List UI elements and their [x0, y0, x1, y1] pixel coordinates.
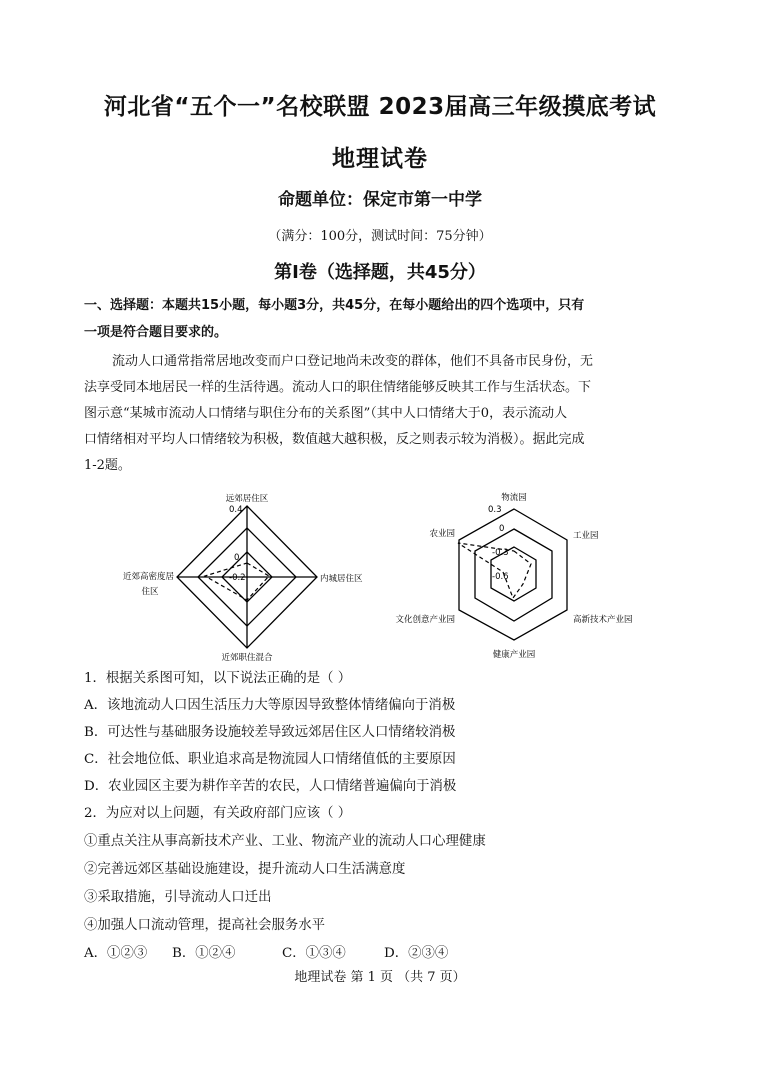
axis-label-inner-city: 内城居住区	[320, 574, 363, 584]
ring-label-neg0.6: -0.6	[492, 572, 509, 582]
axis-label-culture: 文化创意产业园	[395, 615, 455, 625]
axis-label-far-suburb: 远郊居住区	[225, 494, 269, 504]
axis-label-mixed: 近郊职住混合	[221, 653, 273, 663]
section-heading-line1: 一、选择题：本题共15小题，每小题3分，共45分，在每小题给出的四个选项中，只有	[84, 298, 585, 313]
ring-label-neg0.2: -0.2	[229, 573, 246, 583]
q1-option-d: D．农业园区主要为耕作辛苦的农民，人口情绪普遍偏向于消极	[84, 779, 457, 794]
axis-label-high-density-l2: 住区	[141, 587, 159, 597]
radar-chart-industry	[380, 488, 650, 668]
q2-item-4: ④加强人口流动管理，提高社会服务水平	[84, 918, 326, 933]
page-footer: 地理试卷 第 1 页 （共 7 页）	[294, 970, 466, 985]
q1-option-b: B．可达性与基础服务设施较差导致远郊居住区人口情绪较消极	[84, 725, 456, 740]
axis-label-health: 健康产业园	[492, 650, 536, 660]
section-heading-line2: 一项是符合题目要求的。	[84, 325, 228, 340]
ring-label-0.4: 0.4	[229, 505, 243, 515]
q2-choice-b: B．①②④	[172, 946, 236, 961]
ring-label-neg0.3: -0.3	[492, 548, 509, 558]
passage-line2: 法享受同本地居民一样的生活待遇。流动人口的职住情绪能够反映其工作与生活状态。下	[84, 380, 592, 395]
exam-title: 河北省“五个一”名校联盟 2023届高三年级摸底考试	[103, 94, 657, 120]
axis-label-agriculture: 农业园	[429, 529, 455, 539]
axis-label-hightech: 高新技术产业园	[573, 615, 633, 625]
axis-label-industrial: 工业园	[573, 531, 599, 541]
subject-title: 地理试卷	[332, 146, 428, 172]
q2-item-1: ①重点关注从事高新技术产业、工业、物流产业的流动人口心理健康	[84, 834, 486, 849]
passage-line4: 口情绪相对平均人口情绪较为积极，数值越大越积极，反之则表示较为消极）。据此完成	[84, 432, 585, 447]
ring-label-0: 0	[234, 553, 240, 563]
q2-choice-c: C．①③④	[282, 946, 346, 961]
part-title: 第Ⅰ卷（选择题，共45分）	[274, 262, 486, 283]
q2-item-2: ②完善远郊区基础设施建设，提升流动人口生活满意度	[84, 862, 406, 877]
q2-stem: 2．为应对以上问题，有关政府部门应该（ ）	[84, 806, 352, 821]
setter-line: 命题单位：保定市第一中学	[278, 190, 482, 210]
passage-line3: 图示意“某城市流动人口情绪与职住分布的关系图”（其中人口情绪大于0，表示流动人	[84, 406, 568, 421]
ring-label-0: 0	[499, 524, 505, 534]
ring-label-0.3: 0.3	[488, 505, 502, 515]
q1-option-a: A．该地流动人口因生活压力大等原因导致整体情绪偏向于消极	[84, 698, 456, 713]
radar-chart-residence	[110, 488, 380, 668]
q2-choice-a: A．①②③	[84, 946, 148, 961]
ring-mid	[475, 529, 552, 621]
passage-line1: 流动人口通常指常居地改变而户口登记地尚未改变的群体，他们不具备市民身份，无	[112, 354, 594, 369]
q1-option-c: C．社会地位低、职业追求高是物流园人口情绪值低的主要原因	[84, 752, 456, 767]
q1-stem: 1．根据关系图可知，以下说法正确的是（ ）	[84, 671, 352, 686]
q2-item-3: ③采取措施，引导流动人口迁出	[84, 890, 272, 905]
passage-line5: 1-2题。	[84, 458, 131, 473]
axis-label-high-density-l1: 近郊高密度居	[122, 572, 174, 582]
score-time-line: （满分：100分，测试时间：75分钟）	[268, 229, 492, 244]
q2-choice-d: D．②③④	[384, 946, 449, 961]
axis-label-logistics: 物流园	[501, 493, 527, 503]
